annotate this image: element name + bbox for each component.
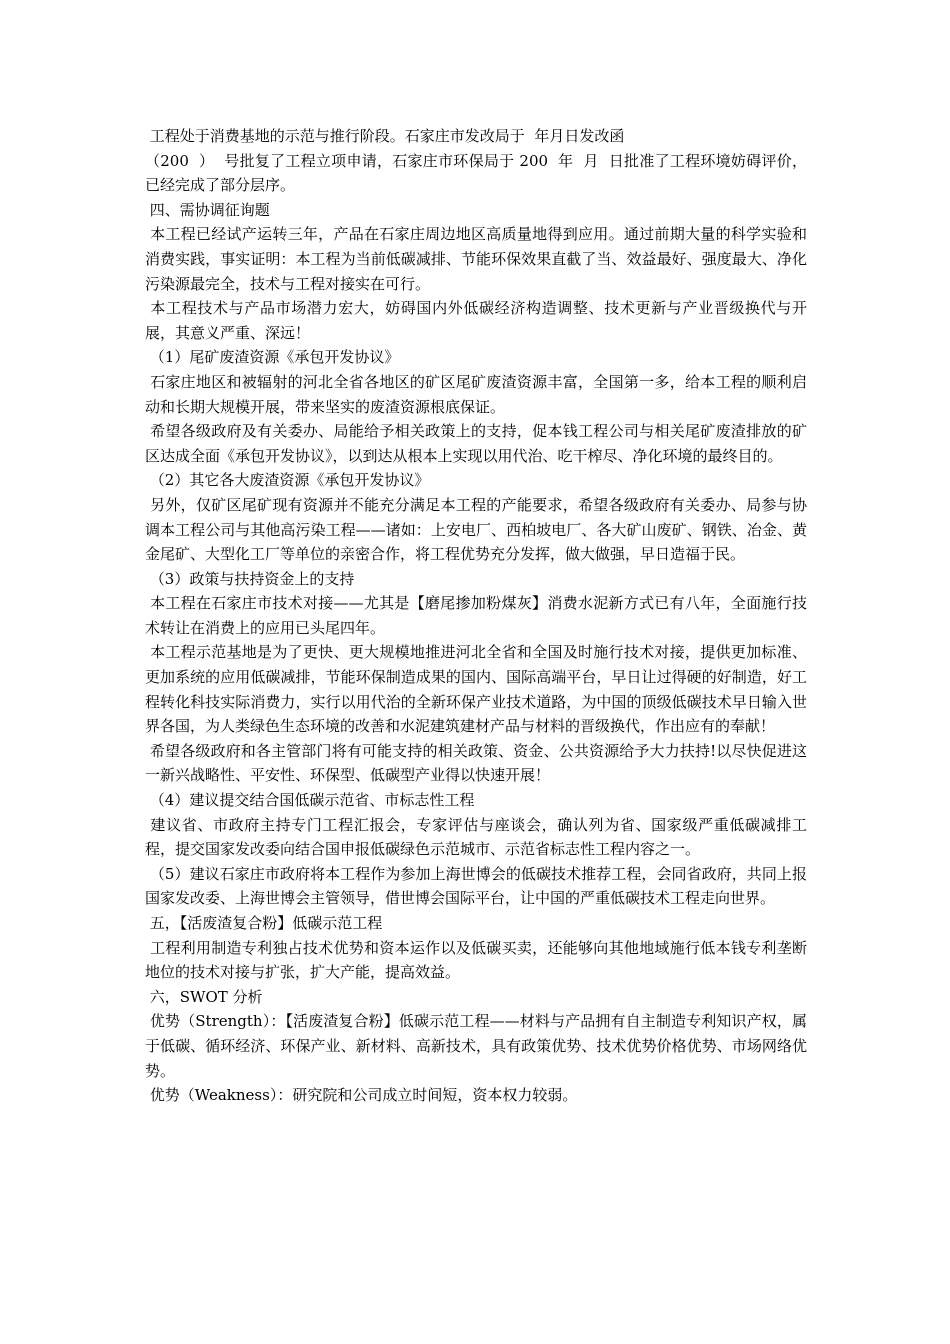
heading-item-1: （1）尾矿废渣资源《承包开发协议》 [145,348,400,367]
paragraph-approval: （200 ） 号批复了工程立项申请，石家庄市环保局于 200 年 月 日批准了工程环境妨碍评价，已经完成了部分层序。 [145,151,807,195]
paragraph-market-potential: 本工程技术与产品市场潜力宏大，妨碍国内外低碳经济构造调整、技术更新与产业晋级换代与开展，其意义严重、深远！ [145,299,807,342]
paragraph-expo-recommendation: （5）建议石家庄市政府将本工程作为参加上海世博会的低碳技术推荐工程，会同省政府，共同上报国家发改委、上海世博会主管领导，借世博会国际平台，让中国的严重低碳技术工程走向世界。 [145,864,807,908]
paragraph-other-resources: 另外，仅矿区尾矿现有资源并不能充分满足本工程的产能要求，希望各级政府有关委办、局参与协调本工程公司与其他高污染工程——诸如：上安电厂、西柏坡电厂、各大矿山废矿、钢铁、冶金、黄金尾矿、大型化工厂等单位的亲密合作，将工程优势充分发挥，做大做强，早日造福于民。 [145,495,807,564]
paragraph-demonstration-base: 本工程示范基地是为了更快、更大规模地推进河北全省和全国及时施行技术对接，提供更加标准、更加系统的应用低碳减排，节能环保制造成果的国内、国际高端平台，早日让过得硬的好制造，好工程转化科技实际消费力，实行以用代治的全新环保产业技术道路，为中国的顶级低碳技术早日输入世界各国，为人类绿色生态环境的改善和水泥建筑建材产品与材料的晋级换代，作出应有的奉献！ [145,643,807,736]
paragraph-report-meeting: 建议省、市政府主持专门工程汇报会，专家评估与座谈会，确认列为省、国家级严重低碳减排工程，提交国家发改委向结合国申报低碳绿色示范城市、示范省标志性工程内容之一。 [145,815,807,859]
paragraph-technology-transfer: 本工程在石家庄市技术对接——尤其是【磨尾掺加粉煤灰】消费水泥新方式已有八年，全面施行技术转让在消费上的应用已头尾四年。 [145,594,807,637]
heading-item-4: （4）建议提交结合国低碳示范省、市标志性工程 [145,791,475,810]
paragraph-patent-advantage: 工程利用制造专利独占技术优势和资本运作以及低碳买卖，还能够向其他地域施行低本钱专利垄断地位的技术对接与扩张，扩大产能，提高效益。 [145,938,807,982]
heading-section-6: 六，SWOT 分析 [145,987,263,1006]
heading-item-3: （3）政策与扶持资金上的支持 [145,569,355,588]
paragraph-strength: 优势（Strength）：【活废渣复合粉】低碳示范工程——材料与产品拥有自主制造专利知识产权，属于低碳、循环经济、环保产业、新材料、高新技术，具有政策优势、技术优势价格优势、市场网络优势。 [145,1012,807,1080]
document-page [145,124,807,1108]
paragraph-government-support: 希望各级政府及有关委办、局能给予相关政策上的支持，促本钱工程公司与相关尾矿废渣排放的矿区达成全面《承包开发协议》，以到达从根本上实现以用代治、吃干榨尽、净化环境的最终目的。 [145,422,807,465]
paragraph-policy-support: 希望各级政府和各主管部门将有可能支持的相关政策、资金、公共资源给予大力扶持!以尽快促进这一新兴战略性、平安性、环保型、低碳型产业得以快速开展！ [145,741,807,785]
heading-section-5: 五，【活废渣复合粉】低碳示范工程 [145,914,383,932]
paragraph-project-stage: 工程处于消费基地的示范与推行阶段。石家庄市发改局于 年月日发改函 [145,127,625,145]
paragraph-trial-production: 本工程已经试产运转三年，产品在石家庄周边地区高质量地得到应用。通过前期大量的科学实验和消费实践，事实证明：本工程为当前低碳减排、节能环保效果直截了当、效益最好、强度最大、净化污染源最完全，技术与工程对接实在可行。 [145,225,807,293]
paragraph-tailings-resources: 石家庄地区和被辐射的河北全省各地区的矿区尾矿废渣资源丰富，全国第一多，给本工程的顺利启动和长期大规模开展，带来坚实的废渣资源根底保证。 [145,372,807,416]
paragraph-weakness: 优势（Weakness）：研究院和公司成立时间短，资本权力较弱。 [145,1086,578,1105]
heading-section-4: 四、需协调征询题 [145,200,270,219]
heading-item-2: （2）其它各大废渣资源《承包开发协议》 [145,471,430,490]
